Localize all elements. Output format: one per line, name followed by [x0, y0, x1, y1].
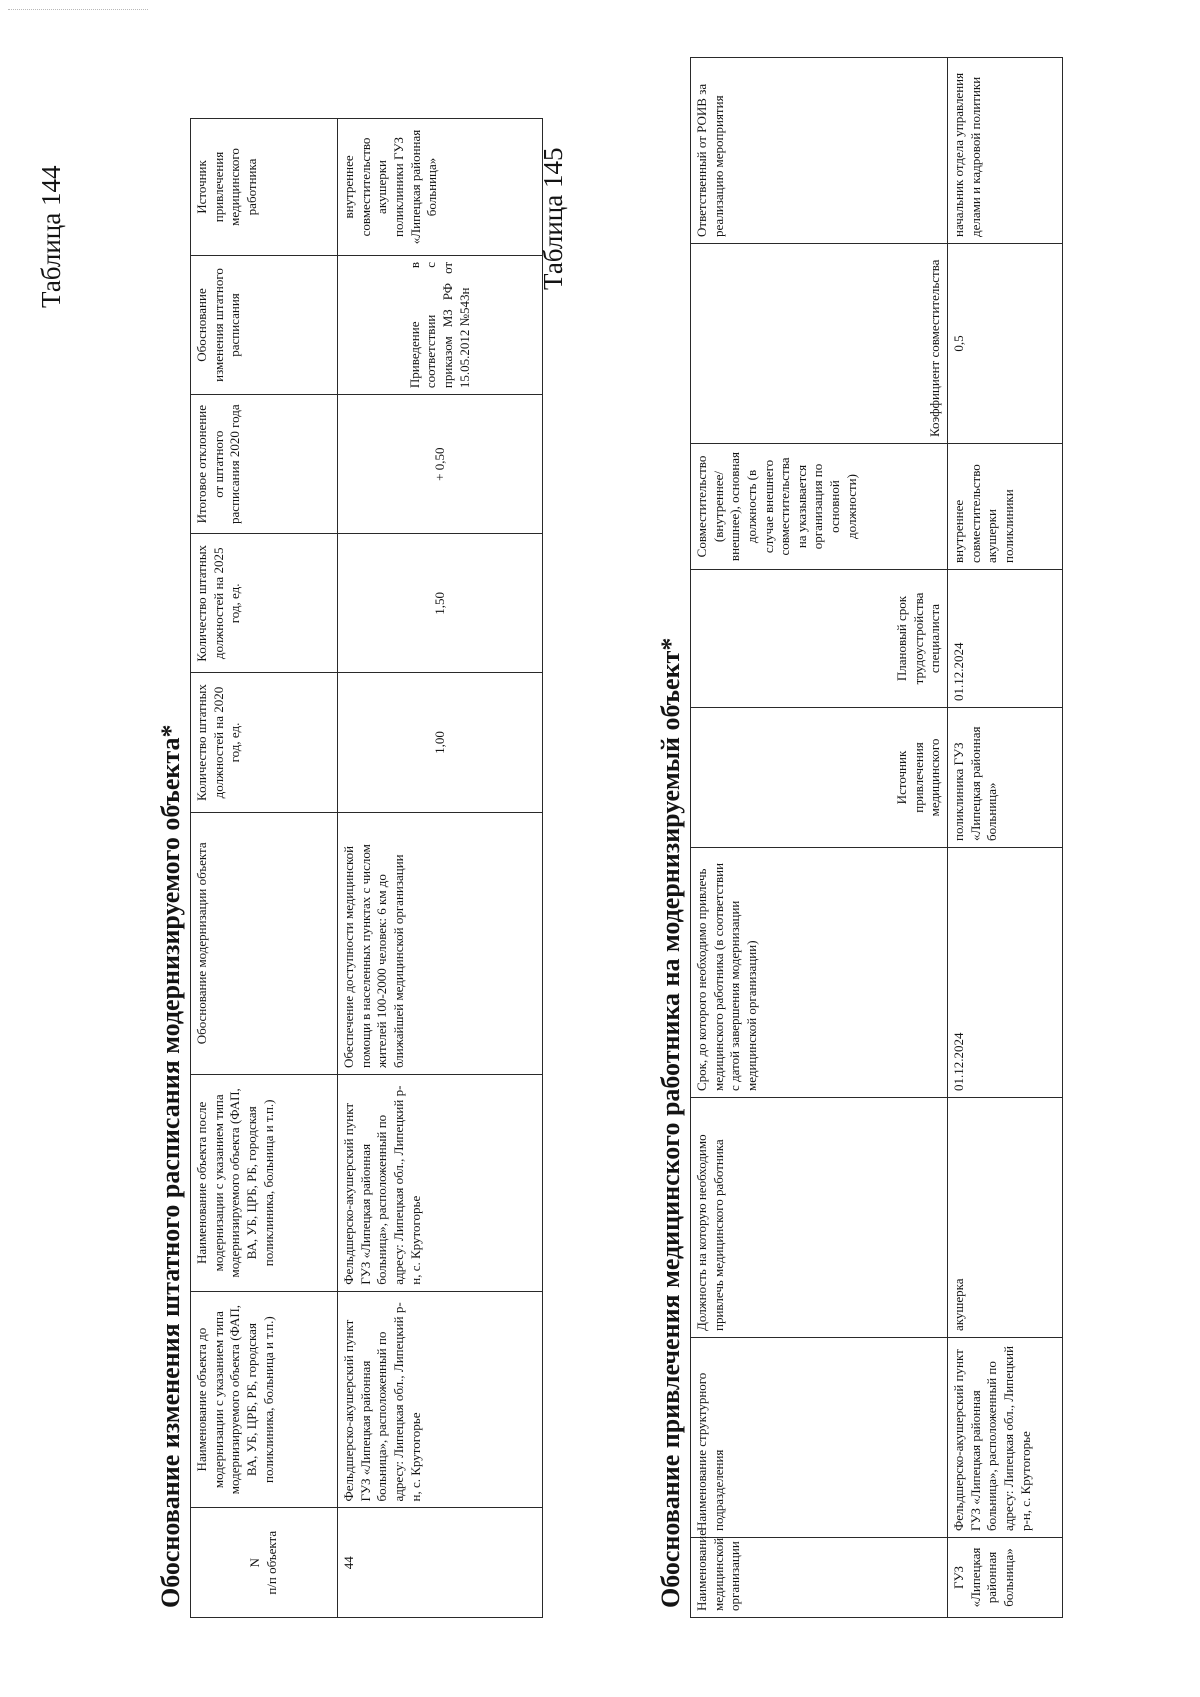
table-144-title: Обоснование изменения штатного расписания модернизируемого объекта* — [156, 724, 185, 1608]
table-cell: Обеспечение доступности медицинской помощи в населенных пунктах с числом жителей 100-2000 человек: 6 км до ближайшей медицинской организации — [338, 812, 543, 1074]
table-cell: ГУЗ «Липецкая районная больница» — [948, 1538, 1063, 1618]
header-cell: Ответственный от РОИВ за реализацию мероприятия — [691, 58, 948, 244]
table-cell: Фельдшерско-акушерский пункт ГУЗ «Липецкая районная больница», расположенный по адресу: Липецкая обл., Липецкий р-н, с. Крутогорье — [338, 1291, 543, 1508]
table-row — [948, 58, 1063, 1618]
header-cell: N п/п объекта — [191, 1508, 338, 1618]
header-cell: Обоснование изменения штатного расписания — [191, 255, 338, 394]
table-cell: внутреннее совместительство акушерки поликлиники ГУЗ «Липецкая районная больница» — [338, 119, 543, 256]
table-cell: начальник отдела управления делами и кадровой политики — [948, 58, 1063, 244]
header-cell: Срок, до которого необходимо привлечь медицинского работника (в соответствии с датой завершения модернизации медицинской организации) — [691, 848, 948, 1098]
table-cell: акушерка — [948, 1098, 1063, 1338]
table-cell: 01.12.2024 — [948, 848, 1063, 1098]
table-row — [338, 119, 543, 1618]
table-cell: + 0,50 — [338, 395, 543, 534]
table-cell: Фельдшерско-акушерский пункт ГУЗ «Липецкая районная больница», расположенный по адресу: Липецкая обл., Липецкий р-н, с. Крутогорье — [948, 1338, 1063, 1538]
header-cell: Итоговое отклонение от штатного расписания 2020 года — [191, 395, 338, 534]
table-144-number: Таблица 144 — [36, 165, 66, 308]
header-cell: Источник привлечения медицинского работника — [191, 119, 338, 256]
header-cell: Наименование объекта после модернизации с указанием типа модернизируемого объекта (ФАП, ВА, УБ, ЦРБ, РБ, городская поликлиника, больница и т.п.) — [191, 1074, 338, 1291]
table-cell: 01.12.2024 — [948, 570, 1063, 708]
table-cell: Фельдшерско-акушерский пункт ГУЗ «Липецкая районная больница», расположенный по адресу: Липецкая обл., Липецкий р-н, с. Крутогорье — [338, 1074, 543, 1291]
rotated-page — [30, 48, 1170, 1648]
header-cell: Наименование медицинской организации — [691, 1538, 948, 1618]
header-cell: Источник привлечения медицинского — [691, 708, 948, 848]
header-cell: Коэффициент совместительства — [691, 244, 948, 444]
header-cell: Наименование структурного подразделения — [691, 1338, 948, 1538]
header-cell: Обоснование модернизации объекта — [191, 812, 338, 1074]
table-cell: Приведение в соответствии с приказом МЗ РФ от 15.05.2012 №543н — [338, 255, 543, 394]
table-145-title: Обоснование привлечения медицинского работника на модернизируемый объект* — [656, 637, 685, 1608]
table-cell: поликлиника ГУЗ «Липецкая районная больница» — [948, 708, 1063, 848]
header-cell: Количество штатных должностей на 2025 год, ед. — [191, 534, 338, 673]
table-145 — [690, 57, 1063, 1618]
table-144-header-row — [191, 119, 338, 1618]
table-145-number: Таблица 145 — [538, 147, 568, 290]
table-cell: 0,5 — [948, 244, 1063, 444]
table-cell: 1,50 — [338, 534, 543, 673]
header-cell: Должность на которую необходимо привлечь медицинского работника — [691, 1098, 948, 1338]
header-cell: Наименование объекта до модернизации с указанием типа модернизируемого объекта (ФАП, ВА, УБ, ЦРБ, РБ, городская поликлиника, больница и т.п.) — [191, 1291, 338, 1508]
table-144 — [190, 118, 543, 1618]
header-cell: Количество штатных должностей на 2020 год, ед. — [191, 673, 338, 812]
table-145-header-row — [691, 58, 948, 1618]
table-cell: 44 — [338, 1508, 543, 1618]
table-cell: 1,00 — [338, 673, 543, 812]
table-cell: внутреннее совместительство акушерки поликлиники — [948, 444, 1063, 570]
header-cell: Плановый срок трудоустройства специалиста — [691, 570, 948, 708]
scan-artifact — [8, 9, 148, 12]
header-cell: Совместительство (внутреннее/внешнее), основная должность (в случае внешнего совместительства на указывается организация по основной должности) — [691, 444, 948, 570]
